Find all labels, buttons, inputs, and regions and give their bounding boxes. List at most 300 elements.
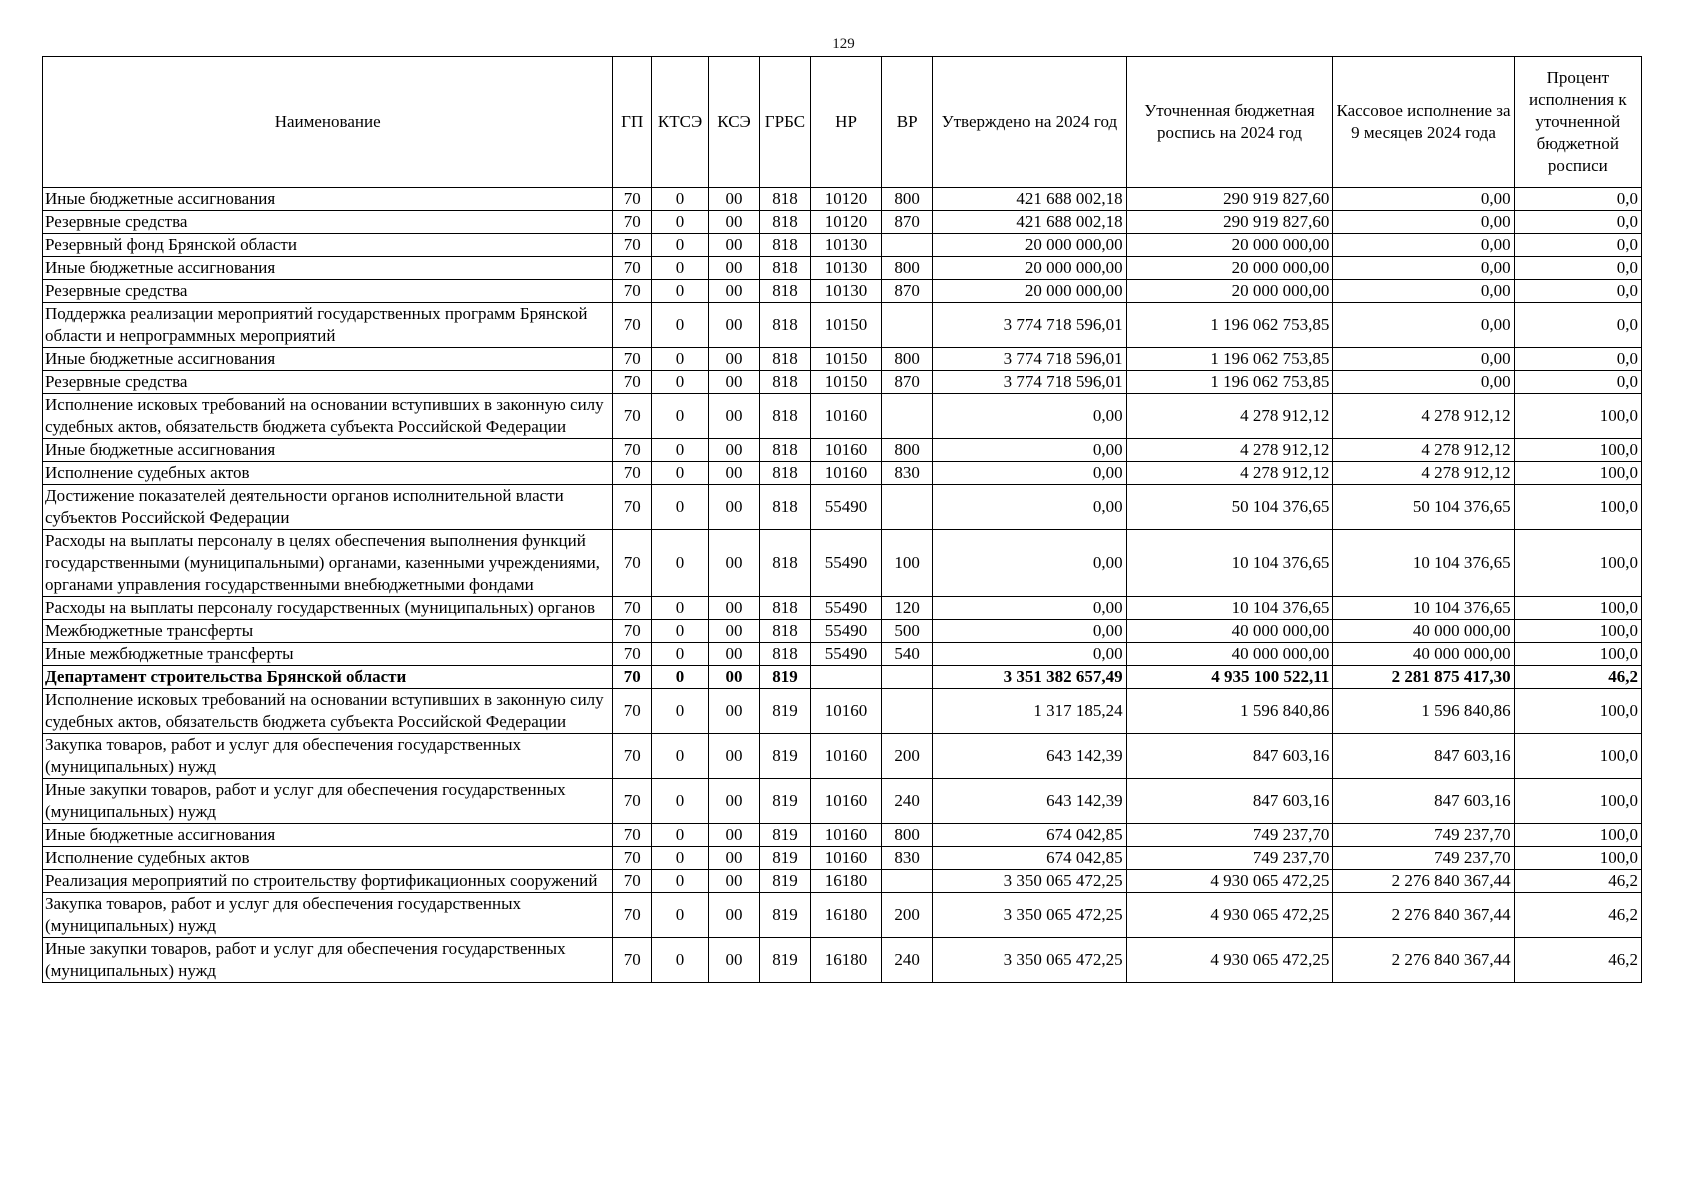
cell-name: Расходы на выплаты персоналу в целях обеспечения выполнения функций государственными (муниципальными) органами, казенными учреждениями, органами управления государственными внебюджетными фондами: [43, 530, 613, 597]
cell-vr: 830: [882, 462, 933, 485]
cell-name: Иные бюджетные ассигнования: [43, 439, 613, 462]
cell-name: Поддержка реализации мероприятий государственных программ Брянской области и непрограммных мероприятий: [43, 303, 613, 348]
table-row: [43, 689, 1642, 734]
cell-gp: 70: [613, 847, 652, 870]
cell-ktse: 0: [652, 779, 709, 824]
cell-approved: 674 042,85: [933, 847, 1127, 870]
cell-percent: 0,0: [1514, 188, 1641, 211]
cell-cash: 40 000 000,00: [1333, 620, 1514, 643]
cell-gp: 70: [613, 530, 652, 597]
header-ktse: КТСЭ: [652, 57, 709, 188]
cell-refined: 847 603,16: [1126, 734, 1333, 779]
cell-refined: 20 000 000,00: [1126, 280, 1333, 303]
table-row: [43, 280, 1642, 303]
cell-vr: 200: [882, 734, 933, 779]
cell-ktse: 0: [652, 211, 709, 234]
cell-grbs: 819: [759, 734, 810, 779]
cell-kse: 00: [709, 620, 760, 643]
cell-cash: 0,00: [1333, 188, 1514, 211]
cell-vr: 870: [882, 211, 933, 234]
cell-gp: 70: [613, 643, 652, 666]
cell-kse: 00: [709, 734, 760, 779]
cell-nr: 16180: [810, 893, 881, 938]
cell-kse: 00: [709, 303, 760, 348]
cell-percent: 0,0: [1514, 371, 1641, 394]
header-name: Наименование: [43, 57, 613, 188]
cell-vr: 830: [882, 847, 933, 870]
table-row: [43, 348, 1642, 371]
table-row: [43, 938, 1642, 983]
cell-approved: 0,00: [933, 462, 1127, 485]
cell-ktse: 0: [652, 689, 709, 734]
cell-cash: 0,00: [1333, 257, 1514, 280]
table-row: [43, 394, 1642, 439]
cell-kse: 00: [709, 211, 760, 234]
cell-name: Резервный фонд Брянской области: [43, 234, 613, 257]
cell-grbs: 819: [759, 870, 810, 893]
cell-percent: 100,0: [1514, 462, 1641, 485]
cell-percent: 100,0: [1514, 824, 1641, 847]
cell-grbs: 818: [759, 462, 810, 485]
cell-ktse: 0: [652, 824, 709, 847]
cell-grbs: 818: [759, 485, 810, 530]
cell-gp: 70: [613, 893, 652, 938]
cell-ktse: 0: [652, 485, 709, 530]
cell-refined: 847 603,16: [1126, 779, 1333, 824]
cell-kse: 00: [709, 439, 760, 462]
cell-approved: 3 350 065 472,25: [933, 938, 1127, 983]
cell-grbs: 818: [759, 643, 810, 666]
cell-grbs: 819: [759, 824, 810, 847]
table-row: [43, 257, 1642, 280]
table-row: [43, 530, 1642, 597]
cell-refined: 1 196 062 753,85: [1126, 303, 1333, 348]
cell-vr: 800: [882, 188, 933, 211]
cell-nr: 10150: [810, 348, 881, 371]
header-percent: Процент исполнения к уточненной бюджетной росписи: [1514, 57, 1641, 188]
cell-nr: 55490: [810, 643, 881, 666]
cell-refined: 290 919 827,60: [1126, 188, 1333, 211]
cell-kse: 00: [709, 485, 760, 530]
table-row: [43, 439, 1642, 462]
cell-name: Исполнение судебных актов: [43, 462, 613, 485]
cell-ktse: 0: [652, 348, 709, 371]
table-row: [43, 666, 1642, 689]
cell-refined: 4 278 912,12: [1126, 439, 1333, 462]
cell-grbs: 818: [759, 348, 810, 371]
cell-name: Иные бюджетные ассигнования: [43, 348, 613, 371]
cell-name: Иные межбюджетные трансферты: [43, 643, 613, 666]
cell-nr: 10160: [810, 779, 881, 824]
cell-grbs: 818: [759, 211, 810, 234]
cell-approved: 421 688 002,18: [933, 211, 1127, 234]
cell-name: Иные бюджетные ассигнования: [43, 257, 613, 280]
cell-cash: 0,00: [1333, 211, 1514, 234]
cell-refined: 4 278 912,12: [1126, 394, 1333, 439]
cell-grbs: 818: [759, 257, 810, 280]
cell-vr: 120: [882, 597, 933, 620]
cell-gp: 70: [613, 734, 652, 779]
table-row: [43, 779, 1642, 824]
cell-ktse: 0: [652, 893, 709, 938]
cell-cash: 10 104 376,65: [1333, 530, 1514, 597]
cell-cash: 4 278 912,12: [1333, 462, 1514, 485]
cell-vr: [882, 394, 933, 439]
cell-percent: 0,0: [1514, 348, 1641, 371]
cell-grbs: 818: [759, 394, 810, 439]
cell-gp: 70: [613, 597, 652, 620]
table-body: [43, 188, 1642, 983]
cell-cash: 10 104 376,65: [1333, 597, 1514, 620]
table-header-row: [43, 57, 1642, 188]
cell-approved: 3 774 718 596,01: [933, 348, 1127, 371]
cell-vr: 100: [882, 530, 933, 597]
cell-approved: 3 350 065 472,25: [933, 870, 1127, 893]
cell-kse: 00: [709, 394, 760, 439]
cell-name: Резервные средства: [43, 280, 613, 303]
cell-gp: 70: [613, 620, 652, 643]
cell-grbs: 818: [759, 597, 810, 620]
cell-approved: 0,00: [933, 485, 1127, 530]
cell-refined: 40 000 000,00: [1126, 643, 1333, 666]
cell-kse: 00: [709, 938, 760, 983]
cell-ktse: 0: [652, 530, 709, 597]
cell-name: Исполнение исковых требований на основании вступивших в законную силу судебных актов, обязательств бюджета субъекта Российской Федерации: [43, 394, 613, 439]
cell-nr: 10130: [810, 234, 881, 257]
cell-grbs: 819: [759, 847, 810, 870]
cell-approved: 643 142,39: [933, 779, 1127, 824]
cell-cash: 0,00: [1333, 280, 1514, 303]
cell-vr: 500: [882, 620, 933, 643]
cell-cash: 40 000 000,00: [1333, 643, 1514, 666]
cell-gp: 70: [613, 303, 652, 348]
cell-nr: 10120: [810, 188, 881, 211]
cell-name: Исполнение исковых требований на основании вступивших в законную силу судебных актов, обязательств бюджета субъекта Российской Федерации: [43, 689, 613, 734]
cell-kse: 00: [709, 666, 760, 689]
cell-name: Реализация мероприятий по строительству фортификационных сооружений: [43, 870, 613, 893]
cell-percent: 0,0: [1514, 234, 1641, 257]
cell-vr: [882, 234, 933, 257]
cell-approved: 0,00: [933, 439, 1127, 462]
cell-nr: 10160: [810, 439, 881, 462]
cell-grbs: 818: [759, 188, 810, 211]
table-row: [43, 371, 1642, 394]
table-row: [43, 188, 1642, 211]
cell-kse: 00: [709, 371, 760, 394]
cell-nr: 10130: [810, 280, 881, 303]
cell-cash: 50 104 376,65: [1333, 485, 1514, 530]
cell-approved: 0,00: [933, 620, 1127, 643]
cell-percent: 100,0: [1514, 620, 1641, 643]
cell-cash: 0,00: [1333, 371, 1514, 394]
cell-cash: 0,00: [1333, 348, 1514, 371]
cell-percent: 100,0: [1514, 643, 1641, 666]
table-row: [43, 597, 1642, 620]
cell-vr: [882, 666, 933, 689]
cell-percent: 0,0: [1514, 280, 1641, 303]
cell-kse: 00: [709, 462, 760, 485]
cell-grbs: 819: [759, 779, 810, 824]
cell-kse: 00: [709, 779, 760, 824]
cell-nr: 10130: [810, 257, 881, 280]
cell-ktse: 0: [652, 234, 709, 257]
cell-ktse: 0: [652, 371, 709, 394]
header-refined: Уточненная бюджетная роспись на 2024 год: [1126, 57, 1333, 188]
cell-cash: 749 237,70: [1333, 824, 1514, 847]
cell-cash: 847 603,16: [1333, 734, 1514, 779]
cell-cash: 0,00: [1333, 234, 1514, 257]
table-row: [43, 462, 1642, 485]
cell-kse: 00: [709, 280, 760, 303]
cell-kse: 00: [709, 234, 760, 257]
cell-grbs: 818: [759, 530, 810, 597]
cell-refined: 4 278 912,12: [1126, 462, 1333, 485]
header-kse: КСЭ: [709, 57, 760, 188]
cell-gp: 70: [613, 371, 652, 394]
cell-grbs: 818: [759, 371, 810, 394]
cell-refined: 20 000 000,00: [1126, 234, 1333, 257]
cell-cash: 2 276 840 367,44: [1333, 893, 1514, 938]
cell-gp: 70: [613, 938, 652, 983]
cell-nr: 16180: [810, 870, 881, 893]
cell-gp: 70: [613, 666, 652, 689]
budget-table: [42, 56, 1642, 983]
cell-grbs: 818: [759, 234, 810, 257]
cell-cash: 1 596 840,86: [1333, 689, 1514, 734]
cell-refined: 4 930 065 472,25: [1126, 893, 1333, 938]
cell-percent: 100,0: [1514, 689, 1641, 734]
cell-percent: 46,2: [1514, 893, 1641, 938]
cell-percent: 46,2: [1514, 938, 1641, 983]
cell-nr: 10160: [810, 847, 881, 870]
cell-name: Иные бюджетные ассигнования: [43, 824, 613, 847]
header-nr: НР: [810, 57, 881, 188]
cell-kse: 00: [709, 188, 760, 211]
cell-percent: 100,0: [1514, 530, 1641, 597]
cell-gp: 70: [613, 870, 652, 893]
cell-name: Достижение показателей деятельности органов исполнительной власти субъектов Российской Федерации: [43, 485, 613, 530]
cell-approved: 20 000 000,00: [933, 257, 1127, 280]
cell-ktse: 0: [652, 734, 709, 779]
cell-name: Иные закупки товаров, работ и услуг для обеспечения государственных (муниципальных) нужд: [43, 938, 613, 983]
cell-vr: 240: [882, 779, 933, 824]
cell-gp: 70: [613, 257, 652, 280]
cell-kse: 00: [709, 348, 760, 371]
cell-cash: 2 276 840 367,44: [1333, 870, 1514, 893]
cell-gp: 70: [613, 280, 652, 303]
cell-ktse: 0: [652, 439, 709, 462]
cell-approved: 3 774 718 596,01: [933, 303, 1127, 348]
cell-refined: 290 919 827,60: [1126, 211, 1333, 234]
cell-vr: [882, 485, 933, 530]
cell-gp: 70: [613, 824, 652, 847]
header-vr: ВР: [882, 57, 933, 188]
cell-name: Департамент строительства Брянской области: [43, 666, 613, 689]
cell-nr: 10160: [810, 734, 881, 779]
cell-ktse: 0: [652, 394, 709, 439]
cell-grbs: 818: [759, 280, 810, 303]
cell-cash: 4 278 912,12: [1333, 394, 1514, 439]
cell-grbs: 819: [759, 689, 810, 734]
cell-percent: 100,0: [1514, 597, 1641, 620]
cell-nr: 55490: [810, 620, 881, 643]
cell-nr: 10150: [810, 303, 881, 348]
cell-approved: 0,00: [933, 597, 1127, 620]
cell-vr: 800: [882, 257, 933, 280]
cell-name: Расходы на выплаты персоналу государственных (муниципальных) органов: [43, 597, 613, 620]
cell-nr: 10160: [810, 394, 881, 439]
cell-refined: 4 930 065 472,25: [1126, 938, 1333, 983]
cell-ktse: 0: [652, 597, 709, 620]
cell-vr: 240: [882, 938, 933, 983]
cell-percent: 100,0: [1514, 779, 1641, 824]
cell-gp: 70: [613, 779, 652, 824]
cell-percent: 46,2: [1514, 870, 1641, 893]
cell-nr: 55490: [810, 485, 881, 530]
cell-ktse: 0: [652, 938, 709, 983]
table-row: [43, 211, 1642, 234]
cell-approved: 20 000 000,00: [933, 234, 1127, 257]
cell-vr: 540: [882, 643, 933, 666]
cell-percent: 100,0: [1514, 734, 1641, 779]
cell-nr: 10160: [810, 824, 881, 847]
cell-grbs: 819: [759, 893, 810, 938]
cell-name: Межбюджетные трансферты: [43, 620, 613, 643]
cell-cash: 2 276 840 367,44: [1333, 938, 1514, 983]
cell-cash: 749 237,70: [1333, 847, 1514, 870]
cell-nr: 10120: [810, 211, 881, 234]
cell-cash: 0,00: [1333, 303, 1514, 348]
cell-nr: 10160: [810, 689, 881, 734]
cell-gp: 70: [613, 348, 652, 371]
table-row: [43, 893, 1642, 938]
cell-grbs: 818: [759, 303, 810, 348]
cell-name: Иные бюджетные ассигнования: [43, 188, 613, 211]
cell-refined: 4 930 065 472,25: [1126, 870, 1333, 893]
cell-kse: 00: [709, 847, 760, 870]
cell-approved: 674 042,85: [933, 824, 1127, 847]
cell-refined: 50 104 376,65: [1126, 485, 1333, 530]
cell-kse: 00: [709, 257, 760, 280]
cell-kse: 00: [709, 893, 760, 938]
cell-ktse: 0: [652, 620, 709, 643]
header-grbs: ГРБС: [759, 57, 810, 188]
cell-cash: 4 278 912,12: [1333, 439, 1514, 462]
cell-nr: 55490: [810, 530, 881, 597]
cell-percent: 100,0: [1514, 847, 1641, 870]
cell-kse: 00: [709, 824, 760, 847]
cell-nr: 16180: [810, 938, 881, 983]
cell-percent: 100,0: [1514, 485, 1641, 530]
cell-kse: 00: [709, 597, 760, 620]
header-approved: Утверждено на 2024 год: [933, 57, 1127, 188]
cell-ktse: 0: [652, 257, 709, 280]
cell-cash: 847 603,16: [1333, 779, 1514, 824]
cell-ktse: 0: [652, 303, 709, 348]
cell-grbs: 819: [759, 938, 810, 983]
cell-vr: 200: [882, 893, 933, 938]
cell-approved: 0,00: [933, 643, 1127, 666]
cell-name: Резервные средства: [43, 211, 613, 234]
header-cash: Кассовое исполнение за 9 месяцев 2024 года: [1333, 57, 1514, 188]
cell-kse: 00: [709, 689, 760, 734]
cell-vr: 870: [882, 280, 933, 303]
cell-refined: 749 237,70: [1126, 847, 1333, 870]
cell-percent: 100,0: [1514, 439, 1641, 462]
cell-name: Иные закупки товаров, работ и услуг для обеспечения государственных (муниципальных) нужд: [43, 779, 613, 824]
cell-gp: 70: [613, 188, 652, 211]
cell-gp: 70: [613, 439, 652, 462]
cell-vr: 800: [882, 824, 933, 847]
table-row: [43, 870, 1642, 893]
cell-grbs: 819: [759, 666, 810, 689]
cell-vr: [882, 303, 933, 348]
cell-name: Закупка товаров, работ и услуг для обеспечения государственных (муниципальных) нужд: [43, 893, 613, 938]
cell-ktse: 0: [652, 643, 709, 666]
table-row: [43, 485, 1642, 530]
cell-refined: 1 596 840,86: [1126, 689, 1333, 734]
cell-refined: 10 104 376,65: [1126, 597, 1333, 620]
table-row: [43, 847, 1642, 870]
cell-ktse: 0: [652, 462, 709, 485]
table-row: [43, 734, 1642, 779]
cell-refined: 4 935 100 522,11: [1126, 666, 1333, 689]
cell-kse: 00: [709, 643, 760, 666]
cell-kse: 00: [709, 530, 760, 597]
cell-approved: 3 351 382 657,49: [933, 666, 1127, 689]
cell-vr: 870: [882, 371, 933, 394]
table-row: [43, 620, 1642, 643]
cell-nr: 10150: [810, 371, 881, 394]
cell-refined: 1 196 062 753,85: [1126, 371, 1333, 394]
cell-name: Закупка товаров, работ и услуг для обеспечения государственных (муниципальных) нужд: [43, 734, 613, 779]
cell-percent: 46,2: [1514, 666, 1641, 689]
cell-name: Резервные средства: [43, 371, 613, 394]
cell-ktse: 0: [652, 870, 709, 893]
cell-vr: 800: [882, 348, 933, 371]
cell-approved: 421 688 002,18: [933, 188, 1127, 211]
cell-gp: 70: [613, 689, 652, 734]
cell-name: Исполнение судебных актов: [43, 847, 613, 870]
table-row: [43, 234, 1642, 257]
cell-percent: 100,0: [1514, 394, 1641, 439]
cell-approved: 1 317 185,24: [933, 689, 1127, 734]
cell-vr: [882, 689, 933, 734]
cell-refined: 20 000 000,00: [1126, 257, 1333, 280]
cell-cash: 2 281 875 417,30: [1333, 666, 1514, 689]
header-gp: ГП: [613, 57, 652, 188]
cell-approved: 0,00: [933, 394, 1127, 439]
cell-ktse: 0: [652, 280, 709, 303]
cell-vr: [882, 870, 933, 893]
cell-nr: 10160: [810, 462, 881, 485]
cell-refined: 40 000 000,00: [1126, 620, 1333, 643]
page-number: 129: [832, 36, 855, 52]
cell-refined: 1 196 062 753,85: [1126, 348, 1333, 371]
cell-kse: 00: [709, 870, 760, 893]
cell-refined: 749 237,70: [1126, 824, 1333, 847]
cell-gp: 70: [613, 394, 652, 439]
cell-refined: 10 104 376,65: [1126, 530, 1333, 597]
cell-grbs: 818: [759, 620, 810, 643]
cell-ktse: 0: [652, 666, 709, 689]
cell-gp: 70: [613, 462, 652, 485]
cell-gp: 70: [613, 211, 652, 234]
table-row: [43, 824, 1642, 847]
cell-percent: 0,0: [1514, 211, 1641, 234]
cell-ktse: 0: [652, 847, 709, 870]
table-row: [43, 643, 1642, 666]
